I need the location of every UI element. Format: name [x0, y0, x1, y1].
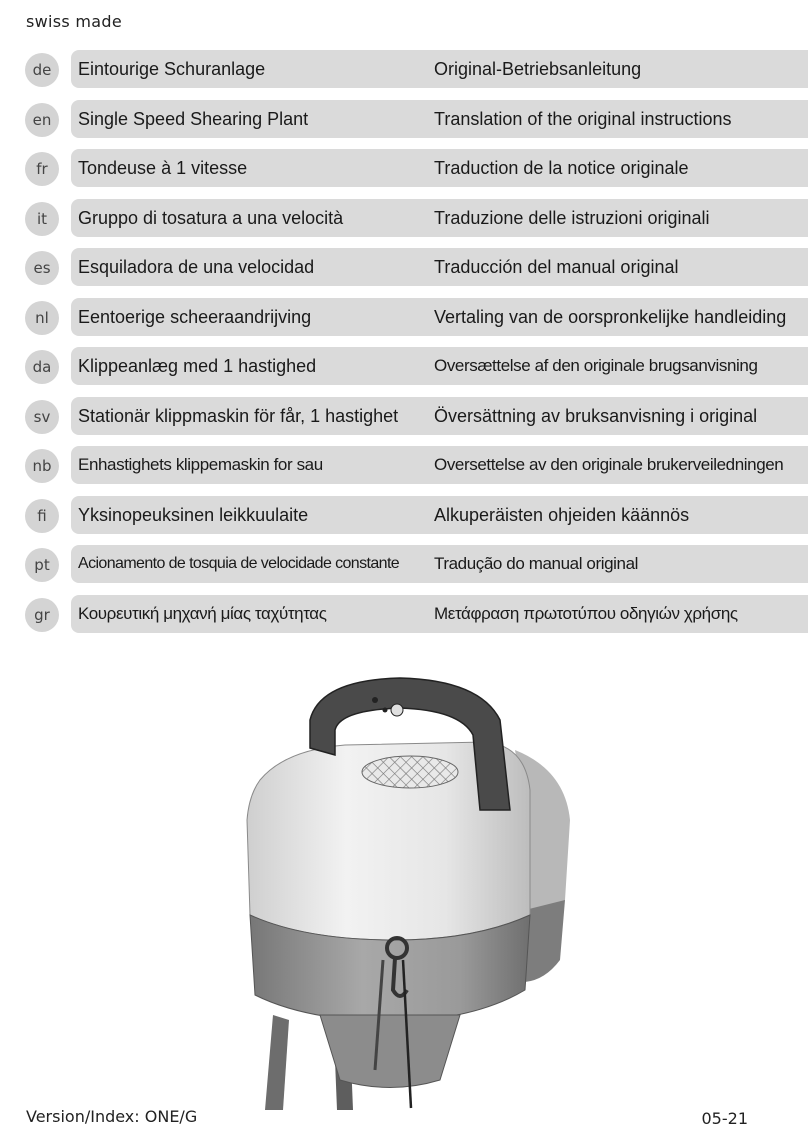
manual-subtitle: Alkuperäisten ohjeiden käännös — [434, 504, 690, 525]
product-title: Tondeuse à 1 vitesse — [78, 158, 248, 178]
language-code-badge: gr — [25, 598, 59, 632]
date-code: 05-21 — [701, 1109, 748, 1128]
product-title: Acionamento de tosquia de velocidade constante — [78, 555, 400, 572]
manual-subtitle: Vertaling van de oorspronkelijke handleiding — [434, 306, 787, 327]
language-code-badge: pt — [25, 548, 59, 582]
manual-subtitle: Översättning av bruksanvisning i original — [434, 405, 758, 426]
language-row-da — [25, 347, 808, 385]
manual-subtitle: Μετάφραση πρωτοτύπου οδηγιών χρήσης — [434, 603, 738, 623]
product-title: Eentoerige scheeraandrijving — [78, 306, 312, 327]
language-row-gr — [25, 595, 808, 633]
language-code-badge: nl — [25, 301, 59, 335]
language-row-it — [25, 199, 808, 237]
manual-subtitle: Traduction de la notice originale — [434, 158, 689, 178]
manual-subtitle: Oversettelse av den originale brukerveiledningen — [434, 455, 784, 474]
manual-subtitle: Translation of the original instructions — [434, 108, 732, 129]
hose-icon — [265, 1015, 289, 1110]
language-code-badge: en — [25, 103, 59, 137]
language-code-badge: es — [25, 251, 59, 285]
language-code-badge: fi — [25, 499, 59, 533]
manual-subtitle: Traduzione delle istruzioni originali — [434, 207, 710, 228]
product-title: Stationär klippmaskin för får, 1 hastighet — [78, 405, 399, 426]
language-code-badge: fr — [25, 152, 59, 186]
product-title: Enhastighets klippemaskin for sau — [78, 455, 323, 474]
language-row-en — [25, 100, 808, 138]
language-code-badge: sv — [25, 400, 59, 434]
product-title: Eintourige Schuranlage — [78, 59, 266, 79]
language-row-nl — [25, 298, 808, 336]
product-title: Esquiladora de una velocidad — [78, 257, 315, 277]
manual-subtitle: Traducción del manual original — [434, 257, 679, 277]
language-code-badge: nb — [25, 449, 59, 483]
product-title: Single Speed Shearing Plant — [78, 108, 309, 129]
language-row-fi — [25, 496, 808, 534]
shearing-plant-illustration — [225, 660, 585, 1110]
language-code-badge: de — [25, 53, 59, 87]
manual-subtitle: Oversættelse af den originale brugsanvisning — [434, 356, 758, 375]
version-index: Version/Index: ONE/G — [26, 1107, 198, 1126]
language-row-nb — [25, 446, 808, 484]
language-row-de — [25, 50, 808, 88]
product-title: Gruppo di tosatura a una velocità — [78, 207, 344, 228]
language-code-badge: da — [25, 350, 59, 384]
language-row-fr — [25, 149, 808, 187]
vent-grille-icon — [362, 756, 458, 788]
manual-subtitle: Original-Betriebsanleitung — [434, 59, 642, 79]
language-row-sv — [25, 397, 808, 435]
manual-subtitle: Tradução do manual original — [434, 554, 639, 573]
language-code-badge: it — [25, 202, 59, 236]
language-list — [25, 50, 808, 644]
language-row-es — [25, 248, 808, 286]
product-title: Κουρευτική μηχανή μίας ταχύτητας — [78, 603, 327, 623]
language-row-pt — [25, 545, 808, 583]
brand-tagline: swiss made — [26, 12, 123, 31]
product-title: Yksinopeuksinen leikkuulaite — [78, 504, 309, 525]
product-title: Klippeanlæg med 1 hastighed — [78, 356, 317, 376]
